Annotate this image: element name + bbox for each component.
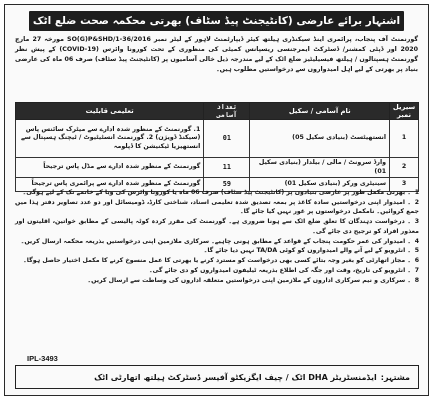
row-post: وارڈ سرونٹ / مالی / بیلدار (بنیادی سکیل 01)	[250, 158, 390, 178]
row-serial: 3	[390, 178, 419, 192]
header-serial: سیریل نمبر	[390, 103, 419, 120]
condition-text: انٹرویو کی تاریخ، وقت اور جگہ کی اطلاع بذریعہ ٹیلیفون امیدواروں کو دی جائے گی۔	[148, 267, 406, 275]
advertiser-footer	[15, 365, 419, 389]
conditions-list	[15, 188, 419, 286]
row-count: 01	[204, 120, 250, 158]
condition-text: سرکاری و نیم سرکاری اداروں کے ملازمین اپنی درخواستیں متعلقہ اداروں کی وساطت سے ارسال کریں۔	[87, 277, 406, 285]
banner-text: اشتہار برائے عارضی (کانٹیجنٹ پیڈ سٹاف) بھرتی محکمہ صحت ضلع اٹک	[32, 15, 401, 27]
condition-text: امیدوار اپنی درخواستیں سادہ کاغذ پر بمعہ تصدیق شدہ تعلیمی اسناد، شناختی کارڈ، ڈومیسائل اور دو عدد تصاویر دفتر ہذا میں جمع کروائیں۔ نامکمل درخواستوں پر غور نہیں کیا جائے گا۔	[15, 198, 419, 216]
condition-number: 7	[414, 267, 419, 275]
row-qualification: 1. گورنمنٹ کے منظور شدہ ادارے سے میٹرک سائنس پاس (سیکنڈ ڈویژن) 2. گورنمنٹ انسٹیٹیوٹ / ٹیچنگ ہسپتال سے انستھیزیا ٹیکنیشن کا ڈپلومہ	[16, 120, 204, 158]
condition-number: 2	[414, 198, 420, 206]
condition-number: 1	[414, 189, 419, 196]
advertisement-page	[4, 4, 429, 396]
condition-text: بھرتی مکمل طور پر عارضی بنیادوں پر (کانٹیجنٹ پیڈ سٹاف) صرف 06 ماہ یا کورونا وائرس کی وبا کے خاتمے تک کے لیے ہوگی۔	[22, 189, 406, 196]
condition-number: 5	[414, 247, 419, 255]
list-item: 6۔ مجاز اتھارٹی کو بغیر وجہ بتائے کسی بھی درخواست کو مسترد کرنے یا بھرتی کا عمل منسوخ کرنے کا مکمل اختیار حاصل ہوگا۔	[23, 257, 419, 265]
list-item: 7۔ انٹرویو کی تاریخ، وقت اور جگہ کی اطلاع بذریعہ ٹیلیفون امیدواروں کو دی جائے گی۔	[148, 267, 419, 275]
advertiser-label: مشتہر:	[380, 372, 410, 382]
list-item: 3۔ درخواست دہندگان کا تعلق ضلع اٹک سے ہونا ضروری ہے۔ گورنمنٹ کی مقرر کردہ کوٹہ پالیسی کے مطابق خواتین، اقلیتوں اور معذور افراد کو ترجیح دی جائے گی۔	[15, 218, 420, 235]
row-qualification: گورنمنٹ کے منظور شدہ ادارے سے مڈل پاس ترجیحاً	[16, 158, 204, 178]
banner-title	[29, 11, 404, 31]
row-qualification: گورنمنٹ کے منظور شدہ ادارے سے پرائمری پاس ترجیحاً	[16, 178, 204, 192]
row-count: 59	[204, 178, 250, 192]
list-item: 2۔ امیدوار اپنی درخواستیں سادہ کاغذ پر بمعہ تصدیق شدہ تعلیمی اسناد، شناختی کارڈ، ڈومیسائل اور دو عدد تصاویر دفتر ہذا میں جمع کروائیں۔ نامکمل درخواستوں پر غور نہیں کیا جائے گا۔	[15, 198, 420, 216]
header-post: نام آسامی / سکیل	[250, 103, 390, 120]
list-item: 8۔ سرکاری و نیم سرکاری اداروں کے ملازمین اپنی درخواستیں متعلقہ اداروں کی وساطت سے ارسال کریں۔	[87, 277, 419, 285]
condition-number: 4	[414, 237, 419, 245]
intro-paragraph: گورنمنٹ آف پنجاب، پرائمری اینڈ سیکنڈری ہیلتھ کیئر ڈیپارٹمنٹ لاہور کے لیٹر نمبر SO(G)P&SHD/1-36/2016 مورخہ 27 مارچ 2020 اور ڈپٹی کمشنر/ ڈسٹرکٹ ایمرجنسی ریسپانس کمیٹی کی منظوری کے تحت کورونا وائرس (COVID-19) کے پیش نظر گورنمنٹ ہسپتالوں / ہیلتھ فیسیلیٹیز ضلع اٹک کے لیے مندرجہ ذیل خالی آسامیوں پر (کانٹیجنٹ پیڈ سٹاف) صرف 06 ماہ کی عارضی بنیاد پر بھرتی کے لیے اہل امیدواروں سے درخواستیں مطلوب ہیں۔	[15, 36, 418, 73]
advertiser-text: ایڈمنسٹریٹر DHA اٹک / چیف ایگزیکٹو آفیسر ڈسٹرکٹ ہیلتھ اتھارٹی اٹک	[94, 372, 377, 382]
condition-number: 3	[414, 218, 420, 226]
list-item: 4۔ امیدوار کی عمر حکومت پنجاب کے قواعد کے مطابق ہونی چاہیے۔ سرکاری ملازمین اپنی درخواستیں بذریعہ محکمہ ارسال کریں۔	[20, 237, 419, 245]
condition-number: 8	[414, 277, 419, 285]
table-row	[16, 158, 419, 178]
table-row	[16, 120, 419, 158]
posts-table-header	[16, 103, 419, 120]
condition-text: مجاز اتھارٹی کو بغیر وجہ بتائے کسی بھی درخواست کو مسترد کرنے یا بھرتی کا عمل منسوخ کرنے کا مکمل اختیار حاصل ہوگا۔	[23, 257, 406, 265]
condition-text: درخواست دہندگان کا تعلق ضلع اٹک سے ہونا ضروری ہے۔ گورنمنٹ کی مقرر کردہ کوٹہ پالیسی کے مطابق خواتین، اقلیتوں اور معذور افراد کو ترجیح دی جائے گی۔	[15, 218, 419, 235]
list-item: 1۔ بھرتی مکمل طور پر عارضی بنیادوں پر (کانٹیجنٹ پیڈ سٹاف) صرف 06 ماہ یا کورونا وائرس کی وبا کے خاتمے تک کے لیے ہوگی۔	[22, 189, 419, 196]
row-count: 11	[204, 158, 250, 178]
row-serial: 2	[390, 158, 419, 178]
header-count: تعداد آسامی	[204, 103, 250, 120]
posts-table	[15, 102, 419, 192]
ipl-number: IPL-3493	[27, 354, 58, 363]
list-item: 5۔ انٹرویو کے لیے آنے والے امیدواروں کو کوئی TA/DA نہیں دیا جائے گا۔	[203, 247, 419, 255]
row-post: انستھیٹسٹ (بنیادی سکیل 05)	[250, 120, 390, 158]
condition-number: 6	[414, 257, 419, 265]
condition-text: امیدوار کی عمر حکومت پنجاب کے قواعد کے مطابق ہونی چاہیے۔ سرکاری ملازمین اپنی درخواستیں بذریعہ محکمہ ارسال کریں۔	[20, 237, 406, 245]
row-post: سینیٹری ورکر (بنیادی سکیل 01)	[250, 178, 390, 192]
row-serial: 1	[390, 120, 419, 158]
condition-text: انٹرویو کے لیے آنے والے امیدواروں کو کوئی TA/DA نہیں دیا جائے گا۔	[203, 247, 406, 255]
header-qualification: تعلیمی قابلیت	[16, 103, 204, 120]
